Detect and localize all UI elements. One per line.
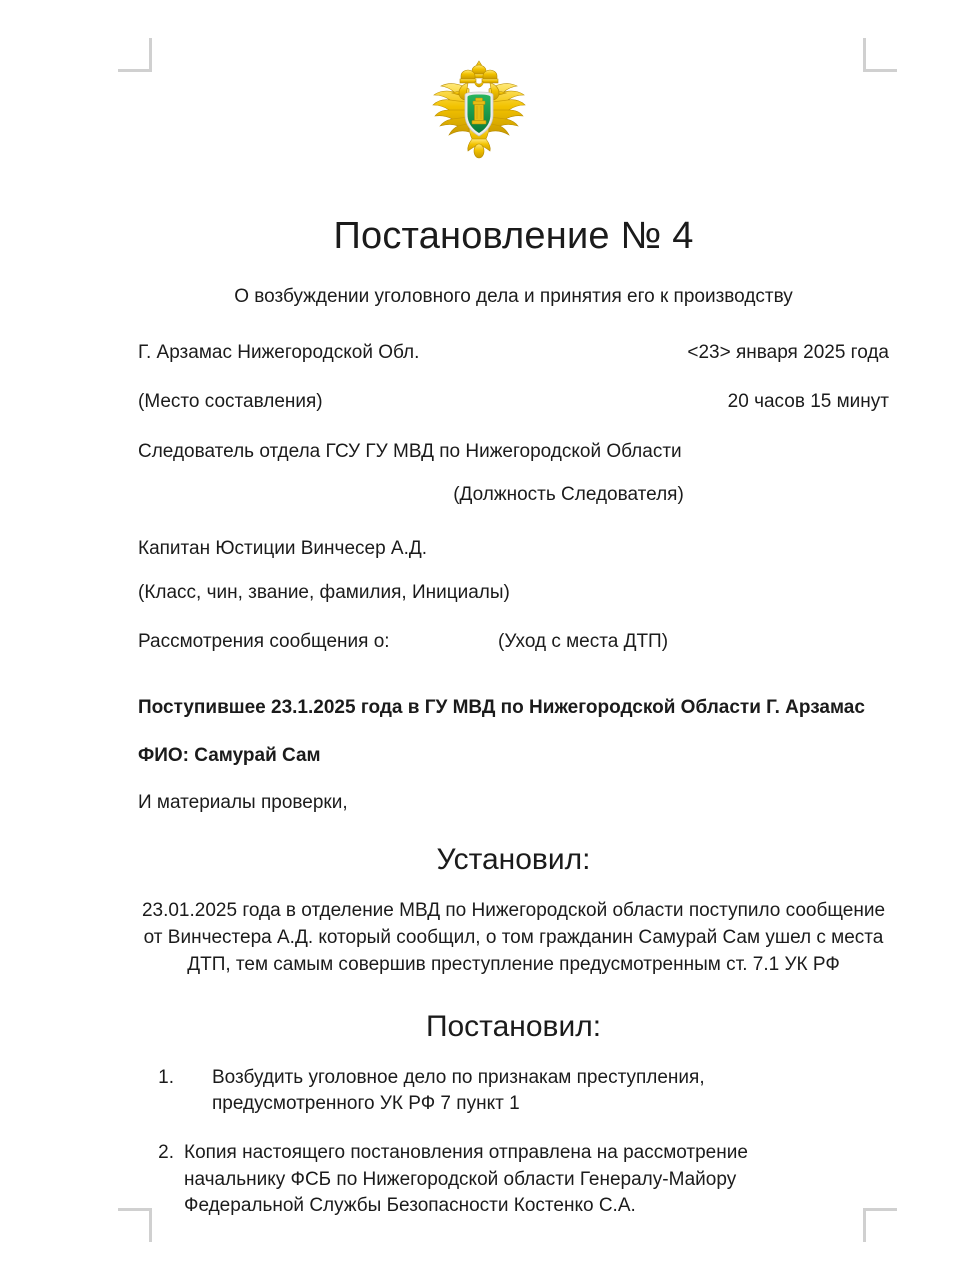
- list-item-text: Возбудить уголовное дело по признакам преступления, предусмотренного УК РФ 7 пункт 1: [212, 1066, 705, 1115]
- investigator-name-caption: (Класс, чин, звание, фамилия, Инициалы): [138, 581, 510, 603]
- place-caption-and-time-row: [138, 390, 889, 415]
- investigator-position: Следователь отдела ГСУ ГУ МВД по Нижегородской Области: [138, 440, 682, 462]
- resolved-items-list: [138, 1065, 889, 1220]
- received-report-line: Поступившее 23.1.2025 года в ГУ МВД по Нижегородской Области Г. Арзамас: [138, 696, 865, 718]
- emblem-container: [0, 55, 957, 159]
- received-person-name: ФИО: Самурай Сам: [138, 744, 321, 766]
- list-item-number: 2.: [158, 1141, 174, 1163]
- page-title: Постановление № 4: [333, 215, 694, 257]
- established-paragraph: 23.01.2025 года в отделение МВД по Нижегородской области поступило сообщение от Винчестера А.Д. который сообщил, о том гражданин Самурай Сам ушел с места ДТП, тем самым совершив преступление предусмотренным ст. 7.1 УК РФ: [141, 899, 886, 975]
- investigator-position-caption: (Должность Следователя): [453, 484, 684, 506]
- document-body: [138, 215, 889, 1242]
- section-heading-resolved: Постановил:: [425, 1009, 602, 1043]
- place-of-compilation-caption: (Место составления): [138, 391, 323, 413]
- list-item: [138, 1065, 889, 1118]
- list-item-text: Копия настоящего постановления отправлена на рассмотрение начальнику ФСБ по Нижегородской области Генералу-Майору Федеральной Службы Безопасности Костенко С.А.: [184, 1141, 748, 1217]
- check-materials-line: И материалы проверки,: [138, 792, 348, 814]
- document-subtitle: О возбуждении уголовного дела и принятия его к производству: [234, 285, 793, 307]
- place-and-date-row: [138, 341, 889, 366]
- section-heading-established: Установил:: [436, 842, 591, 876]
- russian-double-headed-eagle-emblem-icon: [425, 55, 533, 159]
- received-report-block: [138, 695, 889, 768]
- document-time-value: 20 часов 15 минут: [727, 391, 889, 413]
- place-of-compilation-value: Г. Арзамас Нижегородской Обл.: [138, 342, 420, 364]
- investigator-name: Капитан Юстиции Винчесер А.Д.: [138, 538, 428, 560]
- list-item: [138, 1140, 889, 1220]
- report-subject-label: Рассмотрения сообщения о:: [138, 631, 390, 653]
- report-subject-value: (Уход с места ДТП): [498, 631, 669, 653]
- report-subject-row: [138, 629, 889, 655]
- document-date-value: <23> января 2025 года: [687, 342, 889, 364]
- list-item-number: 1.: [158, 1066, 174, 1088]
